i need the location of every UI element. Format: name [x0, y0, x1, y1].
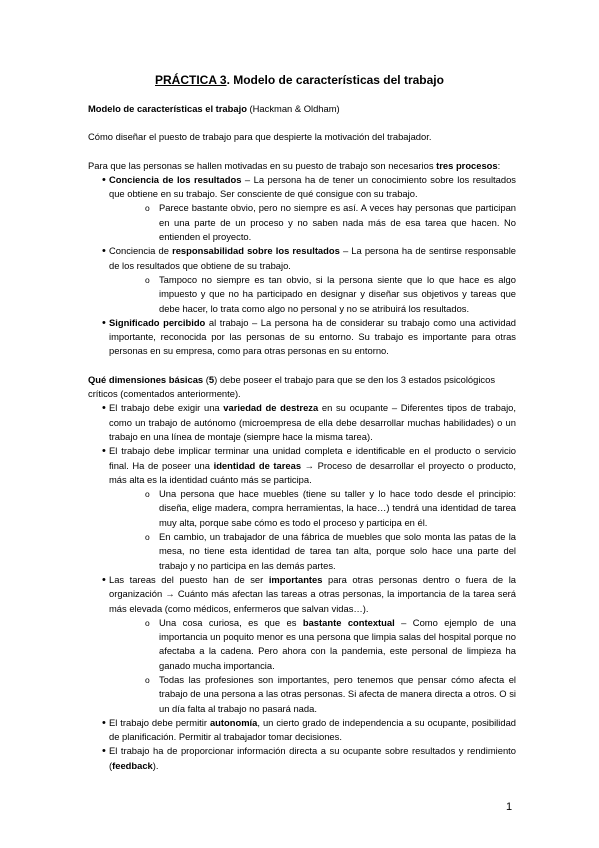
title-underlined: PRÁCTICA 3: [155, 73, 227, 87]
dimension-bold: variedad de destreza: [223, 402, 319, 414]
page-title: [0, 73, 599, 87]
process-item: [88, 244, 516, 315]
dimension-item: [88, 744, 516, 773]
intro-text-bold: tres procesos: [436, 159, 498, 171]
dimension-pre: El trabajo ha de proporcionar información directa a su ocupante sobre resultados y rendimiento (: [109, 745, 516, 771]
dimension-item: [88, 573, 516, 716]
sub-item: o Tampoco no siempre es tan obvio, si la persona siente que lo que hace es algo impuesto y que no ha participado en designar y diseñar sus objetivos y tareas que debe hacer, lo trata como algo no personal y no se atribuirá los resultados.: [145, 273, 516, 316]
process-bold: Conciencia de los resultados: [109, 173, 242, 185]
model-heading-rest: (Hackman & Oldham): [246, 103, 340, 114]
dimension-pre: El trabajo debe exigir una: [109, 402, 224, 414]
sub-list: [145, 616, 516, 716]
dimension-text: en su ocupante – Diferentes tipos de trabajo, como un trabajo de autónomo (microempresa de ella debe desarrollar muchas habilidades) o un trabajo en una línea de montaje (siempre hace la misma tarea).: [109, 402, 516, 442]
sub-item: [145, 616, 516, 673]
dimension-item: [88, 401, 516, 444]
dimension-item: [88, 716, 516, 745]
dimension-bold: importantes: [268, 573, 323, 585]
process-bold: responsabilidad sobre los resultados: [172, 245, 340, 257]
sub-item-bold: bastante contextual: [302, 616, 395, 628]
process-text: – La persona ha de tener un conocimiento sobre los resultados que obtiene en su trabajo. Ser consciente de qué consigue con su trabajo.: [109, 173, 516, 200]
dimension-item: [88, 444, 516, 573]
sub-item: o Parece bastante obvio, pero no siempre es así. A veces hay personas que participan en una parte de un proceso y no saben nada más de esa tarea que hacen. No entienden el proyecto.: [145, 201, 516, 244]
dimension-pre: El trabajo debe permitir: [109, 716, 210, 728]
process-text: al trabajo – La persona ha de considerar su trabajo como una actividad importante, reconocida por las personas de su entorno. Su trabajo es importante para otras personas en su empresa, como para otras personas en su entorno.: [109, 316, 516, 357]
dimensions-heading: [88, 373, 516, 402]
dimensions-heading-rest: ) debe poseer el trabajo para que se den los 3 estados psicológicos críticos (comentados anteriormente).: [88, 373, 496, 400]
dimension-text: para otras personas dentro o fuera de la organización → Cuánto más afectan las tareas a otras personas, la importancia de la tarea será más elevada (como médicos, enfermeros que salvan vidas…).: [109, 573, 517, 614]
sub-item: o En cambio, un trabajador de una fábrica de muebles que solo monta las patas de la mesa, no tiene esta identidad de tarea tan alta, porque solo hace una parte del trabajo y no participa en las demás partes.: [145, 530, 516, 573]
page-number: 1: [506, 801, 513, 813]
sub-item-pre: Una cosa curiosa, es que es: [159, 616, 303, 628]
dimensions-heading-bold: Qué dimensiones básicas: [88, 373, 204, 385]
sub-item: o Una persona que hace muebles (tiene su taller y lo hace todo desde el principio: diseña, elige madera, compra herramientas, la hace…) tendrá una identidad de tarea muy alta, porque sabe cómo es todo el proceso y participa en él.: [145, 487, 516, 530]
processes-list: [88, 173, 516, 359]
document-body: [88, 102, 516, 773]
sub-list: [145, 201, 516, 244]
dimensions-list: [88, 401, 516, 773]
intro-text: [88, 159, 516, 173]
process-pre: Conciencia de: [109, 245, 173, 257]
process-bold: Significado percibido: [109, 316, 206, 328]
dimension-text: → Proceso de desarrollar el proyecto o producto, más alta es la identidad cuánto más se participa.: [109, 459, 516, 485]
process-item: [88, 173, 516, 244]
dimension-text: ).: [152, 759, 159, 771]
intro-text-end: :: [497, 159, 501, 171]
dimension-pre: El trabajo debe implicar terminar una unidad completa e identificable en el producto o servicio final. Ha de poseer una: [109, 445, 516, 471]
process-text: – La persona ha de sentirse responsable de los resultados que obtiene de su trabajo.: [109, 245, 516, 271]
sub-list: [145, 487, 516, 573]
dimension-bold: identidad de tareas: [213, 459, 302, 471]
sub-list: [145, 273, 516, 316]
sub-item-text: – Como ejemplo de una importancia un poquito menor es una persona que limpia salas del hospital porque no afectaba a la cadena. Pero ahora con la pandemia, este personal de limpieza ha ganado mucha importancia.: [159, 616, 517, 671]
dimension-bold: feedback: [112, 759, 153, 771]
model-heading-bold: Modelo de características el trabajo: [88, 103, 247, 114]
dimensions-heading-bold-number: 5: [208, 373, 215, 385]
process-item: [88, 316, 516, 359]
dimensions-heading-mid: (: [203, 373, 209, 385]
dimension-pre: Las tareas del puesto han de ser: [109, 573, 269, 585]
model-heading: [88, 102, 516, 116]
sub-item: o Todas las profesiones son importantes, pero tenemos que pensar cómo afecta el trabajo de una persona a las otras personas. Si afecta de manera directa a otros. O si un día falta al trabajo no pasará nada.: [145, 673, 516, 716]
dimension-text: , un cierto grado de independencia a su ocupante, posibilidad de planificación. Permitir al trabajador tomar decisiones.: [109, 716, 516, 743]
intro-text-start: Para que las personas se hallen motivadas en su puesto de trabajo son necesarios: [88, 159, 437, 171]
title-rest: . Modelo de características del trabajo: [226, 73, 444, 87]
dimension-bold: autonomía: [209, 716, 258, 728]
question-text: Cómo diseñar el puesto de trabajo para que despierte la motivación del trabajador.: [88, 131, 432, 143]
